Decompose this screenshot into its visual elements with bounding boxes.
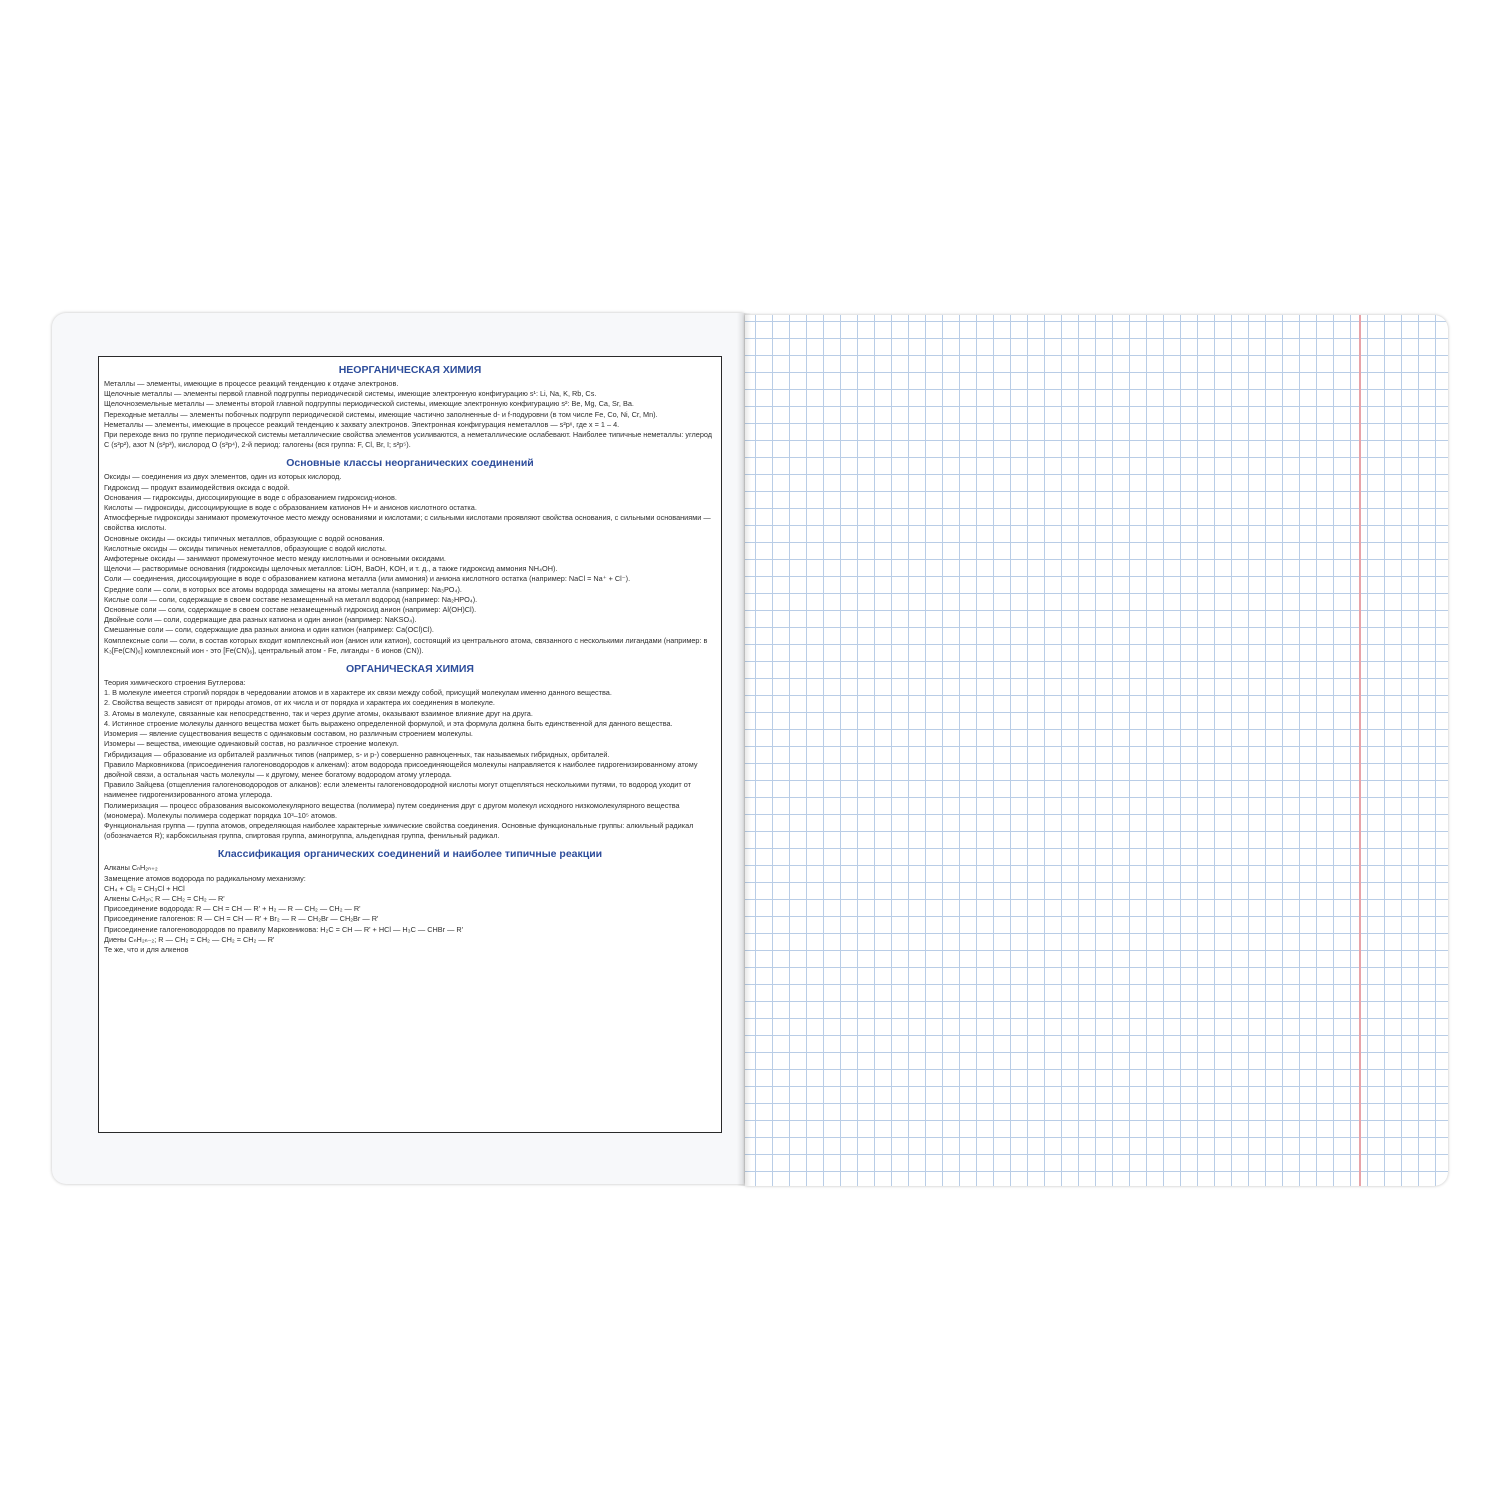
- text-line: Щелочи — растворимые основания (гидроксиды щелочных металлов: LiOH, BaOH, KOH, и т. д., а также гидроксид аммония NH₄OH).: [104, 564, 558, 574]
- text-line: 4. Истинное строение молекулы данного вещества может быть выражено определенной формулой, и эта формула должна быть единственной для данного вещества.: [104, 718, 673, 728]
- text-line: Алканы CₙH₂ₙ₊₂: [104, 863, 158, 873]
- chemistry-reference-box: [98, 356, 722, 1133]
- text-line: Атмосферные гидроксиды занимают промежуточное место между основаниями и кислотами; с сильными кислотами проявляют свойства основания, с сильными основаниями — свойства кислоты.: [104, 513, 711, 533]
- section-title-inorganic: НЕОРГАНИЧЕСКАЯ ХИМИЯ: [338, 364, 482, 376]
- section-title-classes: Основные классы неорганических соединений: [286, 457, 534, 470]
- section-body-organic: [104, 678, 716, 841]
- text-line: Кислоты — гидроксиды, диссоциирующие в воде с образованием катионов H+ и анионов кислотного остатка.: [104, 503, 477, 513]
- text-line: Двойные соли — соли, содержащие два разных катиона и один анион (например: NaKSO₄).: [104, 615, 417, 625]
- text-line: Те же, что и для алкенов: [104, 944, 189, 954]
- text-line: Соли — соединения, диссоциирующие в воде с образованием катиона металла (или аммония) и аниона кислотного остатка (например: NaCl = Na⁺ + Cl⁻).: [104, 574, 631, 584]
- section-title-classification: Классификация органических соединений и наиболее типичные реакции: [217, 848, 603, 861]
- text-line: 1. В молекуле имеется строгий порядок в чередовании атомов и в характере их связи между собой, присущий молекулам именно данного вещества.: [104, 688, 612, 698]
- section-body-inorganic: [104, 379, 716, 450]
- text-line: Алкены CₙH₂ₙ; R — CH₂ = CH₂ — R': [104, 893, 225, 903]
- text-line: Неметаллы — элементы, имеющие в процессе реакций тенденцию к захвату электронов. Электронная конфигурация неметаллов — s²pˣ, где x = 1 – 4.: [104, 419, 620, 429]
- text-line: Основания — гидроксиды, диссоциирующие в воде с образованием гидроксид-ионов.: [104, 492, 397, 502]
- text-line: Присоединение галогенов: R — CH = CH — R' + Br₂ — R — CH₂Br — CH₂Br — R': [104, 914, 379, 924]
- text-line: Гибридизация — образование из орбиталей различных типов (например, s- и p-) совершенно равноценных, так называемых гибридных, орбиталей.: [104, 749, 610, 759]
- left-page-cover: [52, 313, 744, 1184]
- text-line: Щелочноземельные металлы — элементы второй главной подгруппы периодической системы, имеющие электронную конфигурацию s²: Be, Mg, Ca, Sr, Ba.: [104, 399, 634, 409]
- text-line: Полимеризация — процесс образования высокомолекулярного вещества (полимера) путем соединения друг с другом молекул исходного низкомолекулярного вещества (мономера). Молекулы полимера содержат порядка 10³–10⁵ атомов.: [104, 800, 680, 820]
- margin-line: [1359, 315, 1361, 1186]
- text-line: Основные оксиды — оксиды типичных металлов, образующие с водой основания.: [104, 533, 385, 543]
- text-line: Металлы — элементы, имеющие в процессе реакций тенденцию к отдаче электронов.: [104, 379, 399, 388]
- text-line: Средние соли — соли, в которых все атомы водорода замещены на атомы металла (например: Na₃PO₄).: [104, 584, 462, 594]
- text-line: Теория химического строения Бутлерова:: [104, 678, 246, 688]
- open-notebook: [52, 313, 1448, 1186]
- text-line: Переходные металлы — элементы побочных подгрупп периодической системы, имеющие частично заполненные d- и f-подуровни (в том числе Fe, Co, Ni, Cr, Mn).: [104, 409, 658, 419]
- text-line: 2. Свойства веществ зависят от природы атомов, от их числа и от порядка и характера их соединения в молекуле.: [104, 698, 495, 708]
- text-line: Основные соли — соли, содержащие в своем составе незамещенный гидроксид анион (например: Al(OH)Cl).: [104, 605, 477, 615]
- text-line: Присоединение водорода: R — CH = CH — R' + H₂ — R — CH₂ — CH₂ — R': [104, 904, 361, 914]
- text-line: Гидроксид — продукт взаимодействия оксида с водой.: [104, 482, 290, 492]
- text-line: Функциональная группа — группа атомов, определяющая наиболее характерные химические свойства соединения. Основные функциональные группы: алкильный радикал (обозначается R); карбоксильная группа, спиртовая группа, аминогруппа, альдегидная группа, фенильный радикал.: [104, 820, 694, 841]
- text-line: Кислые соли — соли, содержащие в своем составе незамещенный на металл водород (например: Na₂HPO₄).: [104, 594, 478, 604]
- text-line: Присоединение галогеноводородов по правилу Марковникова: H₂C = CH — R' + HCl — H₃C — CHBr — R': [104, 924, 464, 934]
- text-line: Замещение атомов водорода по радикальному механизму:: [104, 873, 306, 883]
- text-line: Щелочные металлы — элементы первой главной подгруппы периодической системы, имеющие электронную конфигурацию s¹: Li, Na, K, Rb, Cs.: [104, 389, 597, 399]
- text-line: Изомерия — явление существования веществ с одинаковым составом, но различным строением молекулы.: [104, 729, 473, 739]
- section-body-classification: [104, 863, 716, 955]
- text-line: Правило Зайцева (отщепления галогеноводородов от алканов): если элементы галогеноводородной кислоты могут отщепляться несколькими путями, то водород уходит от наименее гидрогенизированного атома углерода.: [104, 780, 691, 800]
- text-line: Изомеры — вещества, имеющие одинаковый состав, но различное строение молекул.: [104, 739, 399, 749]
- text-line: CH₄ + Cl₂ = CH₃Cl + HCl: [104, 883, 185, 893]
- text-line: Оксиды — соединения из двух элементов, один из которых кислород.: [104, 472, 342, 482]
- text-line: Правило Марковникова (присоединения галогеноводородов к алкенам): атом водорода присоединяющейся молекулы направляется к наиболее гидрогенизированному атому двойной связи, а остальная часть молекулы — к другому, менее богатому водородом атому углерода.: [104, 759, 698, 779]
- section-body-classes: [104, 472, 716, 656]
- text-line: Диены CₙH₂ₙ₋₂; R — CH₂ = CH₂ — CH₂ = CH₂ — R': [104, 934, 275, 944]
- text-line: Амфотерные оксиды — занимают промежуточное место между кислотными и основными оксидами.: [104, 554, 446, 564]
- text-line: Смешанные соли — соли, содержащие два разных аниона и один катион (например: Ca(OCl)Cl).: [104, 625, 434, 635]
- text-line: Комплексные соли — соли, в состав которых входит комплексный ион (анион или катион), состоящий из центрального атома, связанного с несколькими лигандами (например: в K₃[Fe(CN)₆] комплексный ион - это [Fe(CN)₆], центральный атом - Fe, лиганды - 6 ионов (CN)).: [104, 635, 708, 655]
- right-page-grid: [745, 315, 1448, 1186]
- text-line: При переходе вниз по группе периодической системы металлические свойства элементов усиливаются, а неметаллические ослабевают. Наиболее типичные неметаллы: углерод C (s²p²), азот N (s²p³), кислород O (s²p⁴), 2-й период: галогены (вся группа: F, Cl, Br, I; s²p⁵).: [104, 430, 713, 450]
- text-line: 3. Атомы в молекуле, связанные как непосредственно, так и через другие атомы, оказывают взаимное влияние друг на друга.: [104, 708, 533, 718]
- text-line: Кислотные оксиды — оксиды типичных неметаллов, образующие с водой кислоты.: [104, 543, 387, 553]
- section-title-organic: ОРГАНИЧЕСКАЯ ХИМИЯ: [346, 663, 474, 676]
- notebook-spine: [737, 313, 751, 1186]
